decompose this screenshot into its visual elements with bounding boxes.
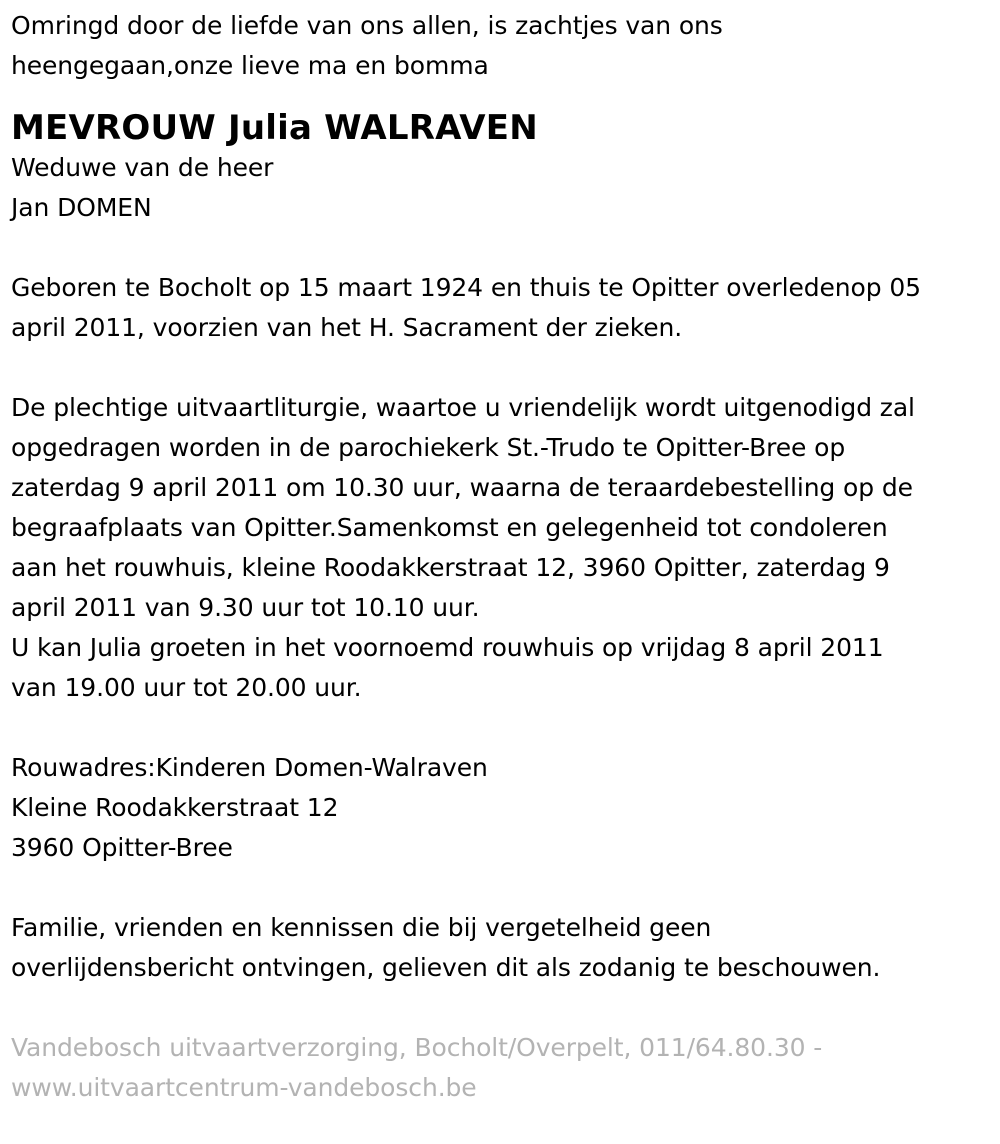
funeral-home-footer: [11, 1028, 988, 1108]
notice-line: overlijdensbericht ontvingen, gelieven dit als zodanig te beschouwen.: [11, 953, 881, 982]
deceased-name: MEVROUW Julia WALRAVEN: [11, 108, 538, 148]
intro-line: Omringd door de liefde van ons allen, is zachtjes van ons: [11, 11, 723, 40]
ceremony-line: De plechtige uitvaartliturgie, waartoe u vriendelijk wordt uitgenodigd zal: [11, 393, 915, 422]
notice-text: [11, 908, 988, 988]
ceremony-line: aan het rouwhuis, kleine Roodakkerstraat 12, 3960 Opitter, zaterdag 9: [11, 553, 890, 582]
footer-line: Vandebosch uitvaartverzorging, Bocholt/Overpelt, 011/64.80.30 -: [11, 1033, 823, 1062]
ceremony-line: opgedragen worden in de parochiekerk St.-Trudo te Opitter-Bree op: [11, 433, 846, 462]
birth-death-line: Geboren te Bocholt op 15 maart 1924 en thuis te Opitter overledenop 05: [11, 273, 921, 302]
birth-death-text: [11, 268, 988, 348]
ceremony-line: begraafplaats van Opitter.Samenkomst en gelegenheid tot condoleren: [11, 513, 888, 542]
footer-website: www.uitvaartcentrum-vandebosch.be: [11, 1073, 477, 1102]
intro-line: heengegaan,onze lieve ma en bomma: [11, 51, 489, 80]
address-line: 3960 Opitter-Bree: [11, 833, 233, 862]
ceremony-line: april 2011 van 9.30 uur tot 10.10 uur.: [11, 593, 480, 622]
ceremony-line: van 19.00 uur tot 20.00 uur.: [11, 673, 362, 702]
relation-line: Jan DOMEN: [11, 193, 152, 222]
address-text: [11, 748, 988, 868]
address-line: Kleine Roodakkerstraat 12: [11, 793, 339, 822]
relation-text: [11, 148, 988, 228]
ceremony-text: [11, 388, 988, 708]
intro-text: [11, 6, 988, 86]
birth-death-line: april 2011, voorzien van het H. Sacrament der zieken.: [11, 313, 683, 342]
notice-line: Familie, vrienden en kennissen die bij vergetelheid geen: [11, 913, 712, 942]
address-line: Rouwadres:Kinderen Domen-Walraven: [11, 753, 488, 782]
ceremony-line: U kan Julia groeten in het voornoemd rouwhuis op vrijdag 8 april 2011: [11, 633, 884, 662]
relation-line: Weduwe van de heer: [11, 153, 274, 182]
ceremony-line: zaterdag 9 april 2011 om 10.30 uur, waarna de teraardebestelling op de: [11, 473, 913, 502]
